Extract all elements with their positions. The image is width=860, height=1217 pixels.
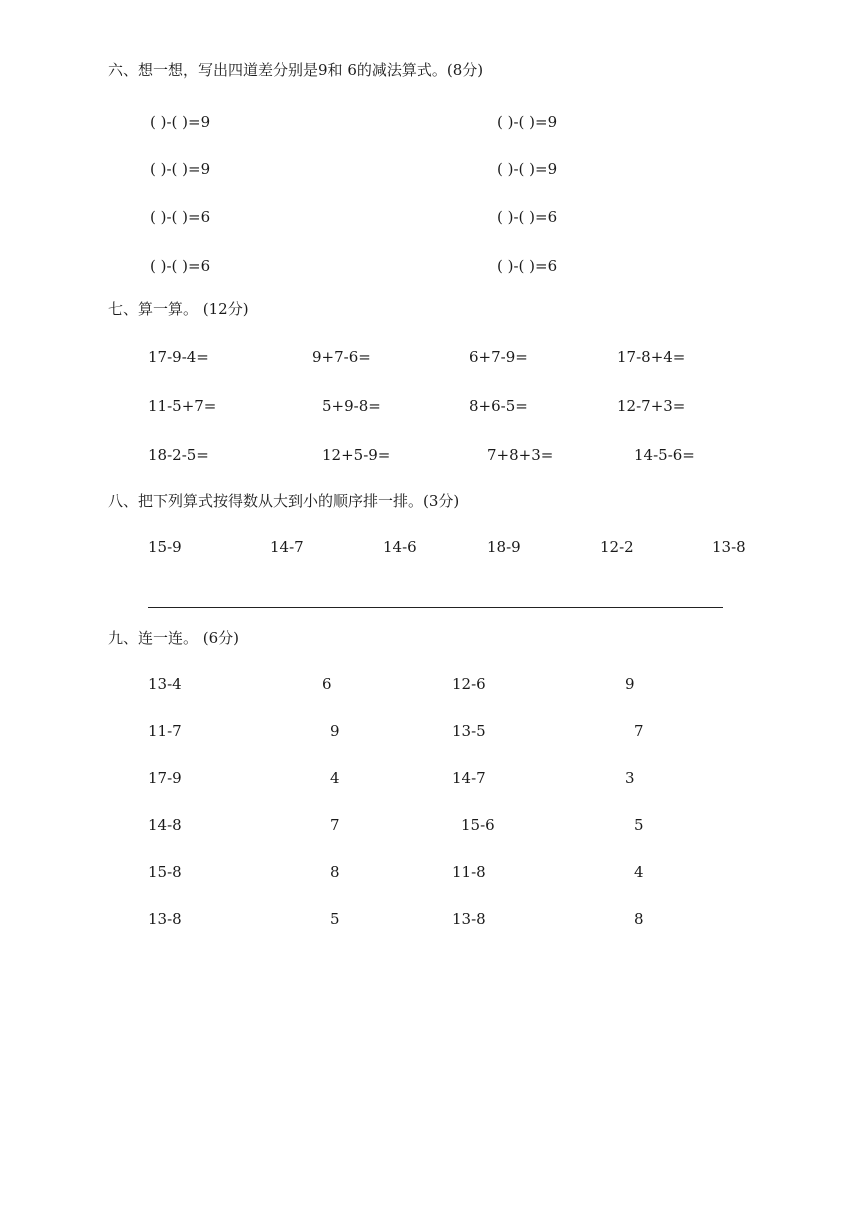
s7-expr: 17-9-4= bbox=[148, 348, 209, 366]
s8-expr: 14-6 bbox=[383, 538, 417, 556]
s6-expr: ( )-( )=6 bbox=[497, 208, 558, 226]
s7-expr: 11-5+7= bbox=[148, 397, 217, 415]
s8-expr: 12-2 bbox=[600, 538, 634, 556]
s7-expr: 8+6-5= bbox=[469, 397, 528, 415]
s9-expr: 17-9 bbox=[148, 769, 182, 787]
s6-expr: ( )-( )=6 bbox=[150, 208, 211, 226]
section-6-title: 六、想一想，写出四道差分别是9和 6的减法算式。(8分) bbox=[108, 61, 484, 79]
s6-expr: ( )-( )=6 bbox=[150, 257, 211, 275]
s6-expr: ( )-( )=9 bbox=[150, 160, 211, 178]
s7-expr: 17-8+4= bbox=[617, 348, 686, 366]
s9-answer: 5 bbox=[330, 910, 340, 928]
s9-answer: 8 bbox=[634, 910, 644, 928]
s7-expr: 5+9-8= bbox=[322, 397, 381, 415]
s9-answer: 9 bbox=[625, 675, 635, 693]
s9-answer: 4 bbox=[330, 769, 340, 787]
s9-expr: 15-8 bbox=[148, 863, 182, 881]
s7-expr: 12-7+3= bbox=[617, 397, 686, 415]
s9-expr: 15-6 bbox=[461, 816, 495, 834]
s6-expr: ( )-( )=9 bbox=[497, 113, 558, 131]
s9-expr: 13-4 bbox=[148, 675, 182, 693]
s9-expr: 12-6 bbox=[452, 675, 486, 693]
s9-expr: 14-8 bbox=[148, 816, 182, 834]
s7-expr: 12+5-9= bbox=[322, 446, 391, 464]
section-7-title: 七、算一算。 (12分) bbox=[108, 300, 249, 318]
s9-answer: 9 bbox=[330, 722, 340, 740]
s8-expr: 13-8 bbox=[712, 538, 746, 556]
s9-expr: 11-7 bbox=[148, 722, 182, 740]
s9-expr: 11-8 bbox=[452, 863, 486, 881]
s9-answer: 4 bbox=[634, 863, 644, 881]
section-9-title: 九、连一连。 (6分) bbox=[108, 629, 240, 647]
s7-expr: 14-5-6= bbox=[634, 446, 695, 464]
s8-expr: 15-9 bbox=[148, 538, 182, 556]
s9-expr: 14-7 bbox=[452, 769, 486, 787]
s7-expr: 9+7-6= bbox=[312, 348, 371, 366]
s9-answer: 7 bbox=[634, 722, 644, 740]
s9-answer: 8 bbox=[330, 863, 340, 881]
s9-expr: 13-8 bbox=[148, 910, 182, 928]
section-8-title: 八、把下列算式按得数从大到小的顺序排一排。(3分) bbox=[108, 492, 460, 510]
s9-expr: 13-8 bbox=[452, 910, 486, 928]
s8-expr: 14-7 bbox=[270, 538, 304, 556]
s6-expr: ( )-( )=9 bbox=[497, 160, 558, 178]
s6-expr: ( )-( )=9 bbox=[150, 113, 211, 131]
s7-expr: 6+7-9= bbox=[469, 348, 528, 366]
s9-expr: 13-5 bbox=[452, 722, 486, 740]
answer-line bbox=[148, 607, 723, 608]
s6-expr: ( )-( )=6 bbox=[497, 257, 558, 275]
s7-expr: 18-2-5= bbox=[148, 446, 209, 464]
s9-answer: 7 bbox=[330, 816, 340, 834]
s9-answer: 5 bbox=[634, 816, 644, 834]
s8-expr: 18-9 bbox=[487, 538, 521, 556]
s7-expr: 7+8+3= bbox=[487, 446, 554, 464]
s9-answer: 6 bbox=[322, 675, 332, 693]
s9-answer: 3 bbox=[625, 769, 635, 787]
